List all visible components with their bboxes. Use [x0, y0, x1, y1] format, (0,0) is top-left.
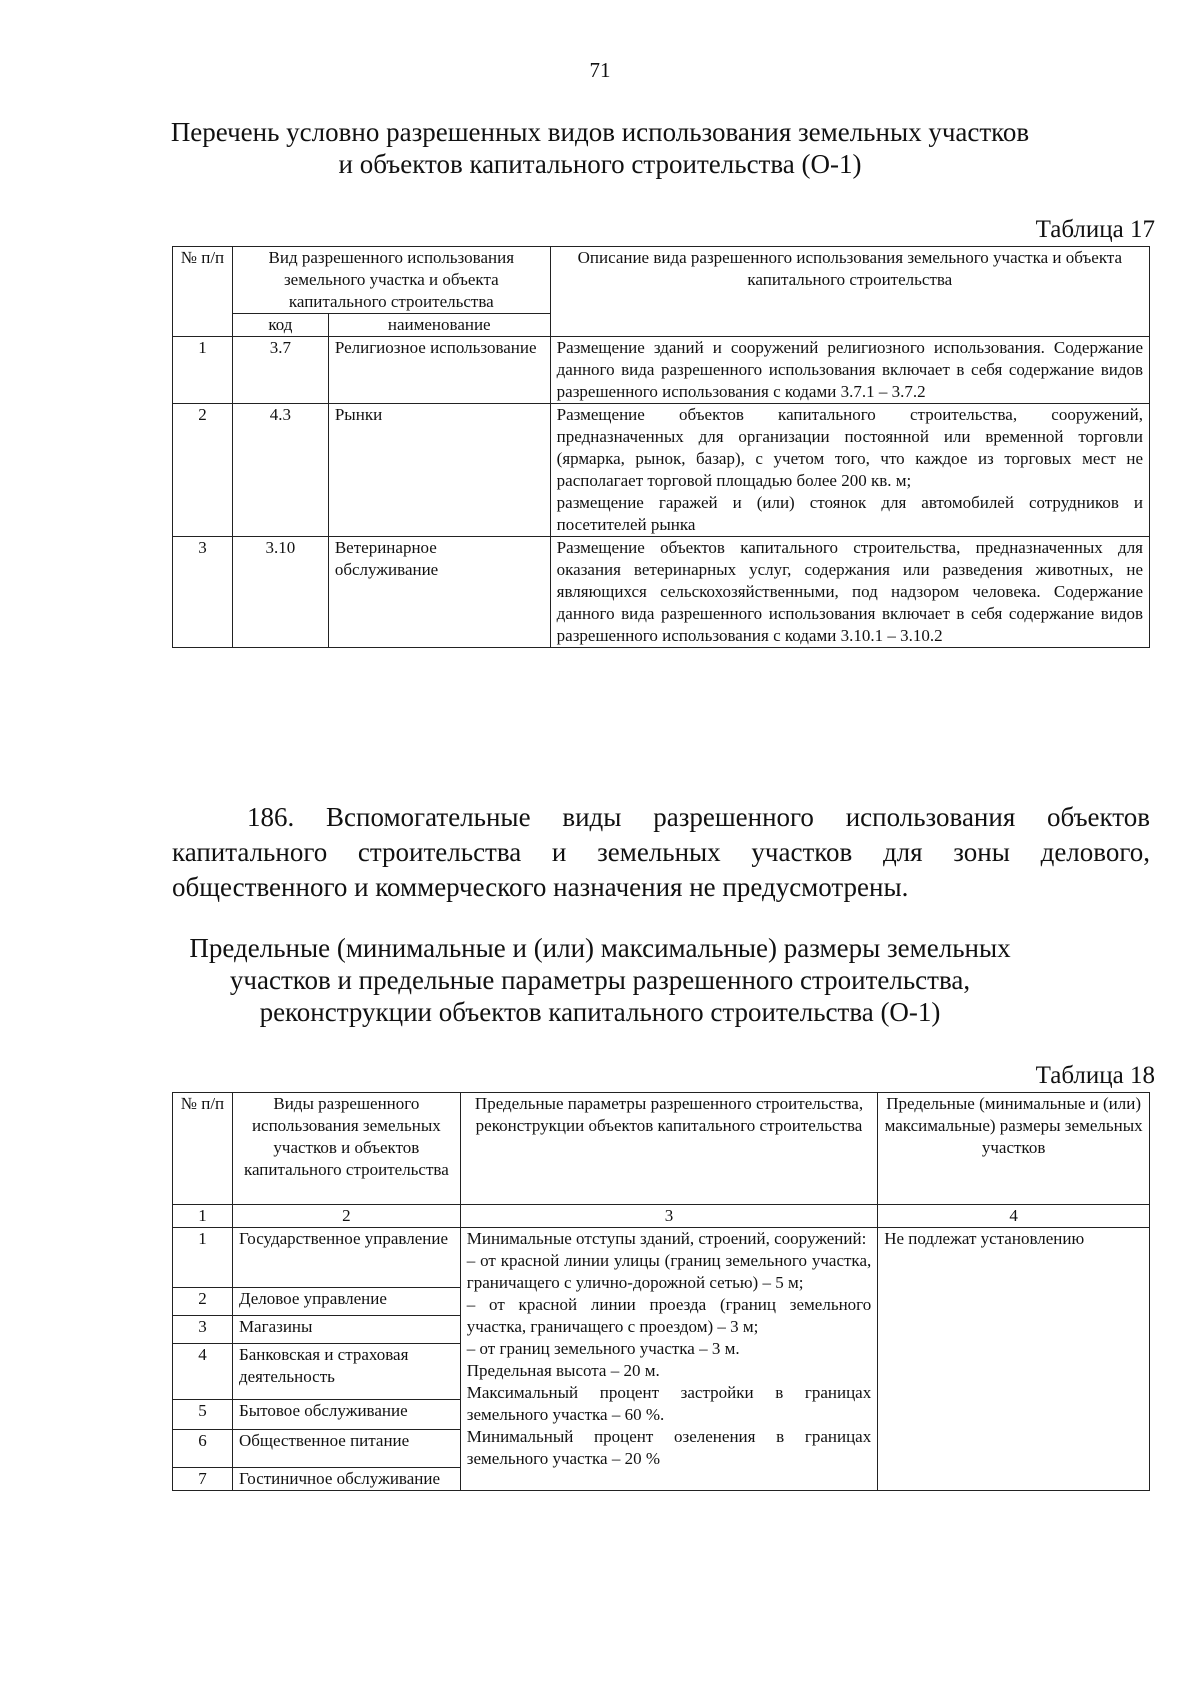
params-line: – от границ земельного участка – 3 м.	[466, 1339, 740, 1358]
table17-caption: Таблица 17	[1035, 216, 1155, 243]
params-cell	[460, 1228, 877, 1491]
paragraph-line: общественного и коммерческого назначения не предусмотрены.	[172, 872, 909, 902]
col-number: 2	[232, 1205, 460, 1228]
row-num: 1	[173, 1228, 233, 1288]
header-code: код	[232, 314, 328, 337]
table-row	[173, 537, 1150, 648]
header-num: № п/п	[173, 247, 233, 337]
heading-line: участков и предельные параметры разрешенного строительства,	[229, 965, 971, 995]
heading-limits	[0, 932, 1200, 1028]
row-name: Государственное управление	[232, 1228, 460, 1288]
row-description	[550, 404, 1149, 537]
row-num: 2	[173, 1288, 233, 1316]
table18-caption: Таблица 18	[1035, 1062, 1155, 1089]
header-params: Предельные параметры разрешенного строительства, реконструкции объектов капитального строительства	[460, 1093, 877, 1205]
row-name: Банковская и страховая деятельность	[232, 1344, 460, 1400]
heading-line: и объектов капитального строительства (О-1)	[338, 149, 862, 179]
header-kinds: Виды разрешенного использования земельных участков и объектов капитального строительства	[232, 1093, 460, 1205]
header-sizes: Предельные (минимальные и (или) максимальные) размеры земельных участков	[878, 1093, 1150, 1205]
row-name: Гостиничное обслуживание	[232, 1468, 460, 1491]
heading-permitted-uses	[0, 116, 1200, 180]
row-num: 7	[173, 1468, 233, 1491]
row-code: 3.7	[232, 337, 328, 404]
params-line: Минимальные отступы зданий, строений, сооружений:	[466, 1229, 867, 1248]
row-name: Религиозное использование	[328, 337, 550, 404]
page-number: 71	[589, 58, 611, 82]
heading-line: Перечень условно разрешенных видов использования земельных участков	[170, 117, 1030, 147]
col-number: 3	[460, 1205, 877, 1228]
table-18	[172, 1092, 1150, 1491]
row-name: Магазины	[232, 1316, 460, 1344]
table-17	[172, 246, 1150, 648]
row-num: 6	[173, 1430, 233, 1468]
paragraph-line: 186. Вспомогательные виды разрешенного использования объектов	[247, 802, 1150, 832]
table-row	[173, 1228, 1150, 1288]
row-name: Ветеринарное обслуживание	[328, 537, 550, 648]
description-part: размещение гаражей и (или) стоянок для автомобилей сотрудников и посетителей рынка	[556, 493, 1143, 534]
row-name: Бытовое обслуживание	[232, 1400, 460, 1430]
header-name: наименование	[328, 314, 550, 337]
header-num: № п/п	[173, 1093, 233, 1205]
heading-line: Предельные (минимальные и (или) максимальные) размеры земельных	[189, 933, 1011, 963]
params-line: Минимальный процент озеленения в границах земельного участка – 20 %	[466, 1427, 872, 1468]
params-line: – от красной линии улицы (границ земельного участка, граничащего с улично-дорожной сетью) – 5 м;	[466, 1251, 872, 1292]
col-number: 1	[173, 1205, 233, 1228]
row-num: 3	[173, 1316, 233, 1344]
sizes-cell: Не подлежат установлению	[878, 1228, 1150, 1491]
row-code: 4.3	[232, 404, 328, 537]
paragraph-line: капитального строительства и земельных участков для зоны делового,	[172, 837, 1150, 867]
row-name: Общественное питание	[232, 1430, 460, 1468]
params-line: Максимальный процент застройки в границах земельного участка – 60 %.	[466, 1383, 872, 1424]
row-description: Размещение зданий и сооружений религиозного использования. Содержание данного вида разрешенного использования включает в себя содержание видов разрешенного использования с кодами 3.7.1 – 3.7.2	[550, 337, 1149, 404]
params-line: – от красной линии проезда (границ земельного участка, граничащего с проездом) – 3 м;	[466, 1295, 872, 1336]
params-line: Предельная высота – 20 м.	[466, 1361, 660, 1380]
table-row	[173, 404, 1150, 537]
row-name: Деловое управление	[232, 1288, 460, 1316]
description-part: Размещение объектов капитального строительства, сооружений, предназначенных для организации постоянной или временной торговли (ярмарка, рынок, базар), с учетом того, что каждое из торговых мест не располагает торговой площадью более 200 кв. м;	[556, 405, 1143, 490]
row-num: 1	[173, 337, 233, 404]
heading-line: реконструкции объектов капитального строительства (О-1)	[259, 997, 941, 1027]
header-kind: Вид разрешенного использования земельного участка и объекта капитального строительства	[232, 247, 550, 314]
header-description: Описание вида разрешенного использования земельного участка и объекта капитального строительства	[550, 247, 1149, 337]
row-description: Размещение объектов капитального строительства, предназначенных для оказания ветеринарных услуг, содержания или разведения животных, не являющихся сельскохозяйственными, под надзором человека. Содержание данного вида разрешенного использования включает в себя содержание видов разрешенного использования с кодами 3.10.1 – 3.10.2	[550, 537, 1149, 648]
col-number: 4	[878, 1205, 1150, 1228]
row-code: 3.10	[232, 537, 328, 648]
row-num: 4	[173, 1344, 233, 1400]
paragraph-186	[172, 800, 1150, 905]
table-row	[173, 337, 1150, 404]
row-name: Рынки	[328, 404, 550, 537]
row-num: 2	[173, 404, 233, 537]
row-num: 5	[173, 1400, 233, 1430]
row-num: 3	[173, 537, 233, 648]
